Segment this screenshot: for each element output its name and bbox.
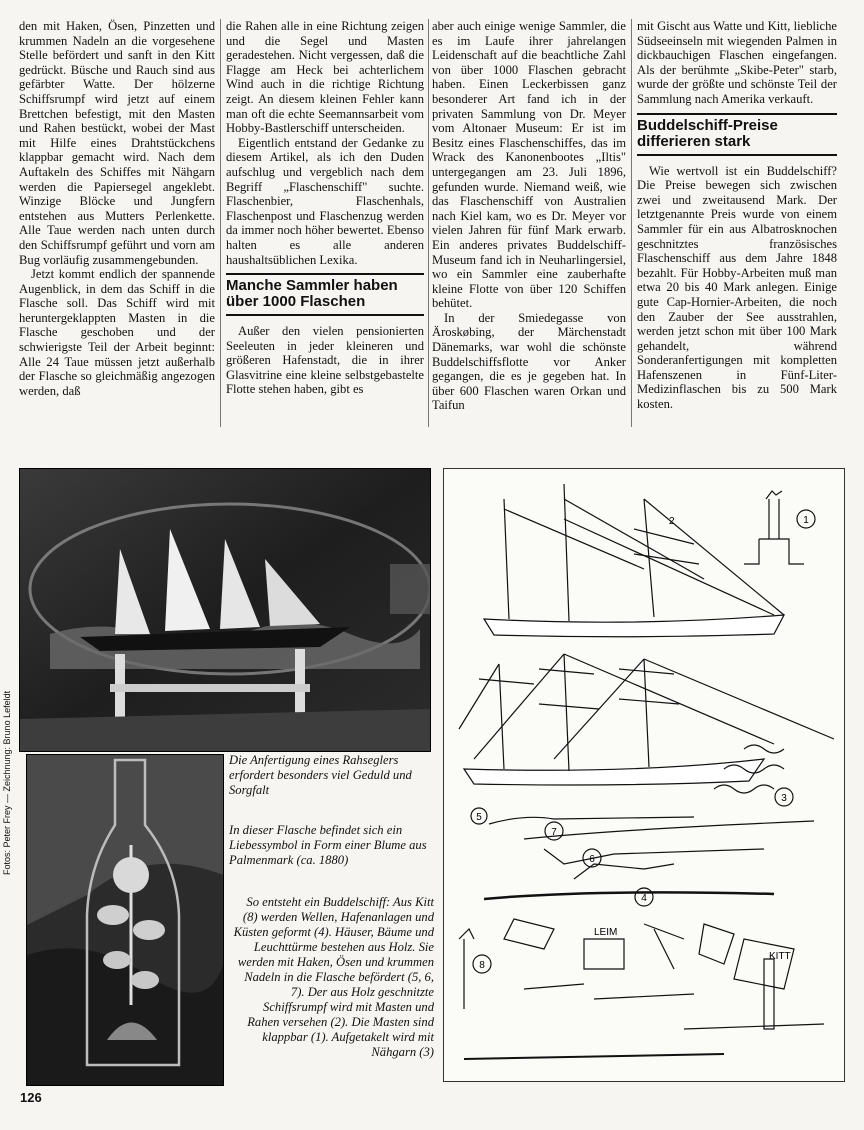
paragraph: In der Smiedegasse von Äroskøbing, der Märchenstadt Dänemarks, war wohl die schönste Buddelschiffsflotte vor Anker gegangen, die es je gegeben hat. In über 600 Flaschen waren Orkan und Taifun xyxy=(432,310,626,413)
ship-building-illustration xyxy=(444,469,844,1081)
label-number: 8 xyxy=(479,960,485,971)
paragraph: die Rahen alle in eine Richtung zeigen und die Segel und Masten geradestehen. Nicht vergessen, daß die Flagge am Heck bei achterlichem Wind auch in die richtige Richtung zeigt. An diesem kleinen Fehler kann man oft die echte Seemannsarbeit vom Hobby-Bastlerschiff unterscheiden. xyxy=(226,19,424,136)
flower-bottle-image xyxy=(27,755,223,1085)
page-number: 126 xyxy=(20,1090,42,1105)
label-number: 2 xyxy=(669,516,675,527)
caption-drawing: So entsteht ein Buddelschiff: Aus Kitt (8) werden Wellen, Hafenanlagen und Küsten geformt (4). Häuser, Bäume und Leuchttürme bestehen aus Holz. Sie werden mit Haken, Ösen und krummen Nadeln in die Flasche befördert (5, 6, 7). Der aus Holz geschnitzte Schiffsrumpf wird mit Masten und Rahen versehen (2). Die Masten sind klappbar (1). Aufgetakelt wird mit Nähgarn (3) xyxy=(233,895,434,1059)
kitt-label: KITT xyxy=(769,951,791,962)
text-column-3 xyxy=(432,19,626,413)
leim-label: LEIM xyxy=(594,927,618,938)
text-column-2 xyxy=(226,19,424,397)
column-rule xyxy=(220,19,221,427)
photo-ship-in-bottle xyxy=(19,468,431,752)
caption-flower-photo: In dieser Flasche befindet sich ein Liebessymbol in Form einer Blume aus Palmenmark (ca. 1880) xyxy=(229,823,427,867)
section-headline: Buddelschiff-Preise differieren stark xyxy=(637,113,837,156)
label-number: 5 xyxy=(476,812,482,823)
label-number: 1 xyxy=(803,515,809,526)
label-number: 3 xyxy=(781,793,787,804)
paragraph: Jetzt kommt endlich der spannende Augenblick, in dem das Schiff in die Flasche soll. Das Schiff wird mit heruntergeklappten Masten in die Flasche geschoben und der schwierigste Teil der Arbeit beginnt: Alle 24 Taue müssen jetzt außerhalb der Flasche so gleichmäßig angezogen werden, daß xyxy=(19,267,215,398)
text-column-4 xyxy=(637,19,837,412)
technical-drawing xyxy=(443,468,845,1082)
paragraph: aber auch einige wenige Sammler, die es im Laufe ihrer jahrelangen Leidenschaft auf die beachtliche Zahl von über 1000 Flaschen gebracht haben. Einen Leckerbissen ganz besonderer Art fand ich in der privaten Sammlung von Dr. Meyer vom Altonaer Museum: Er ist im Besitz eines Flaschenschiffes, das im Wrack des Kanonenbootes „Iltis" untergegangen am 23. Juli 1896, gefunden wurde. Niemand weiß, wie das Flaschenschiff von Australien nach Kiel kam, wo es Dr. Meyer vor vielen Jahren für fünf Mark erwarb. Ein anderes privates Buddelschiff-Museum fand ich in Neuharlingersiel, wo ein Sammler eine zauberhafte kleine Flotte von über 120 Schiffen behütet. xyxy=(432,19,626,311)
label-number: 6 xyxy=(589,854,595,865)
photo-flower-in-bottle xyxy=(26,754,224,1086)
paragraph: mit Gischt aus Watte und Kitt, liebliche Südseeinseln mit wiegenden Palmen in dickbauchigen Flaschen eingefangen. Als der berühmte „Skibe-Peter" starb, wurde der größte und schönste Teil der Sammlung nach Amerika verkauft. xyxy=(637,19,837,106)
paragraph: den mit Haken, Ösen, Pinzetten und krummen Nadeln an die vorgesehene Stelle befördert und sanft in den Kitt gedrückt. Büsche und Rauch sind aus gefärbter Watte. Der hölzerne Schiffsrumpf wird jetzt auf einem Brettchen befestigt, mit den Masten und Rahen bestückt, wobei der Mast mit Hilfe eines Drahtstückchens klappbar gemacht wird. Nach dem Auftakeln des Schiffes mit Nähgarn werden die Papiersegel angeklebt. Winzige Blöcke und Jungfern entstehen aus Mutters Perlenkette. Alle Taue werden nach unten durch den Schiffsrumpf geführt und vorn am Bug vorläufig zusammengebunden. xyxy=(19,19,215,267)
photo-credit: Fotos: Peter Frey — Zeichnung: Bruno Lefeldt xyxy=(2,690,12,875)
column-rule xyxy=(631,19,632,427)
paragraph: Eigentlich entstand der Gedanke zu diesem Artikel, als ich den Duden aufschlug und vergeblich nach dem Begriff „Flaschenschiff" suchte. Flaschenbier, Flaschenhals, Flaschenpost und Flaschenzug werden da immer noch höher bewertet. Ebenso halten es alle anderen haushaltsüblichen Lexika. xyxy=(226,135,424,267)
paragraph: Wie wertvoll ist ein Buddelschiff? Die Preise bewegen sich zwischen zwei und zweitausend Mark. Der letztgenannte Preis wurde von einem Sammler für ein aus Albatrosknochen geschnitztes französisches Flaschenschiff aus dem Jahre 1848 bezahlt. Für Hobby-Arbeiten muß man etwa 20 bis 40 Mark anlegen. Einige gute Cap-Hornier-Arbeiten, die noch den Zauber der See ausstrahlen, werden jetzt schon mit über 100 Mark gehandelt, während Sonderanfertigungen mit kompletten Hafenszenen in Fünf-Liter-Medizinflaschen bis zu 500 Mark kosten. xyxy=(637,163,837,412)
caption-ship-photo: Die Anfertigung eines Rahseglers erfordert besonders viel Geduld und Sorgfalt xyxy=(229,753,412,797)
text-column-1 xyxy=(19,19,215,398)
label-number: 7 xyxy=(551,827,557,838)
paragraph: Außer den vielen pensionierten Seeleuten in jeder kleineren und größeren Hafenstadt, die in ihrer Glasvitrine eine kleine selbstgebastelte Flotte stehen haben, gibt es xyxy=(226,324,424,397)
column-rule xyxy=(428,19,429,427)
section-headline: Manche Sammler haben über 1000 Flaschen xyxy=(226,273,424,316)
label-number: 4 xyxy=(641,893,647,904)
ship-in-bottle-image xyxy=(20,469,430,751)
